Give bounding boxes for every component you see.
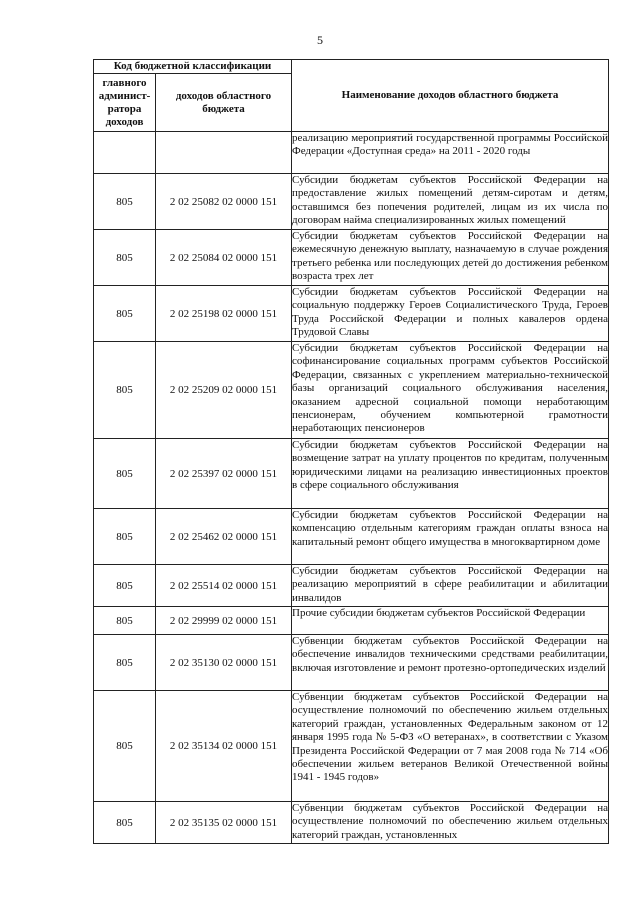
income-name-cell: реализацию мероприятий государственной программы Российской Федерации «Доступная среда» на 2011 - 2020 годы [292,132,609,174]
table-row [94,607,609,635]
income-code-cell: 2 02 25514 02 0000 151 [156,565,292,607]
admin-code-cell: 805 [94,174,156,230]
admin-code-cell: 805 [94,230,156,286]
income-name-cell: Прочие субсидии бюджетам субъектов Российской Федерации [292,607,609,635]
income-code-cell: 2 02 35130 02 0000 151 [156,635,292,691]
admin-code-cell: 805 [94,635,156,691]
income-name-cell: Субсидии бюджетам субъектов Российской Федерации на возмещение затрат на уплату процентов по кредитам, полученным юридическими лицами на реализацию инвестиционных проектов в сфере социального обслуживания [292,439,609,509]
income-code-cell: 2 02 25198 02 0000 151 [156,286,292,342]
admin-code-cell: 805 [94,439,156,509]
admin-code-cell [94,132,156,174]
table-row [94,802,609,844]
income-code-cell: 2 02 25082 02 0000 151 [156,174,292,230]
table-row [94,691,609,802]
table-row [94,509,609,565]
income-code-cell: 2 02 29999 02 0000 151 [156,607,292,635]
admin-code-cell: 805 [94,607,156,635]
table-row [94,342,609,439]
table-row [94,565,609,607]
table-row [94,439,609,509]
page-number: 5 [317,33,323,47]
header-admin-column: главного админист-ратора доходов [94,74,156,132]
income-name-cell: Субсидии бюджетам субъектов Российской Федерации на компенсацию отдельным категориям граждан оплаты взноса на капитальный ремонт общего имущества в многоквартирном доме [292,509,609,565]
income-code-cell: 2 02 25397 02 0000 151 [156,439,292,509]
income-name-cell: Субсидии бюджетам субъектов Российской Федерации на софинансирование социальных программ субъектов Российской Федерации, связанных с укреплением материально-технической базы организаций социального обслуживания населения, оказанием адресной социальной помощи неработающим пенсионерам, обучением компьютерной грамотности неработающих пенсионеров [292,342,609,439]
income-name-cell: Субсидии бюджетам субъектов Российской Федерации на реализацию мероприятий в сфере реабилитации и абилитации инвалидов [292,565,609,607]
table-row [94,230,609,286]
income-name-cell: Субсидии бюджетам субъектов Российской Федерации на социальную поддержку Героев Социалистического Труда, Героев Труда Российской Федерации и полных кавалеров ордена Трудовой Славы [292,286,609,342]
income-code-cell: 2 02 35135 02 0000 151 [156,802,292,844]
admin-code-cell: 805 [94,286,156,342]
table-row [94,286,609,342]
table-row [94,174,609,230]
header-classification-group: Код бюджетной классификации [94,60,292,74]
admin-code-cell: 805 [94,565,156,607]
budget-classification-table [93,59,609,844]
income-code-cell: 2 02 25462 02 0000 151 [156,509,292,565]
income-code-cell: 2 02 25084 02 0000 151 [156,230,292,286]
income-code-cell [156,132,292,174]
header-code-column: доходов областного бюджета [156,74,292,132]
income-name-cell: Субвенции бюджетам субъектов Российской Федерации на обеспечение инвалидов техническими средствами реабилитации, включая изготовление и ремонт протезно-ортопедических изделий [292,635,609,691]
income-name-cell: Субсидии бюджетам субъектов Российской Федерации на ежемесячную денежную выплату, назначаемую в случае рождения третьего ребенка или последующих детей до достижения ребенком возраста трех лет [292,230,609,286]
admin-code-cell: 805 [94,342,156,439]
income-code-cell: 2 02 35134 02 0000 151 [156,691,292,802]
admin-code-cell: 805 [94,509,156,565]
table-row [94,635,609,691]
admin-code-cell: 805 [94,802,156,844]
income-name-cell: Субсидии бюджетам субъектов Российской Федерации на предоставление жилых помещений детям-сиротам и детям, оставшимся без попечения родителей, лицам из их числа по договорам найма специализированных жилых помещений [292,174,609,230]
table-row [94,132,609,174]
income-name-cell: Субвенции бюджетам субъектов Российской Федерации на осуществление полномочий по обеспечению жильем отдельных категорий граждан, установленных Федеральным законом от 12 января 1995 года № 5-ФЗ «О ветеранах», в соответствии с Указом Президента Российской Федерации от 7 мая 2008 года № 714 «Об обеспечении жильем ветеранов Великой Отечественной войны 1941 - 1945 годов» [292,691,609,802]
admin-code-cell: 805 [94,691,156,802]
header-name-column: Наименование доходов областного бюджета [292,60,609,132]
income-code-cell: 2 02 25209 02 0000 151 [156,342,292,439]
income-name-cell: Субвенции бюджетам субъектов Российской Федерации на осуществление полномочий по обеспечению жильем отдельных категорий граждан, установленных [292,802,609,844]
